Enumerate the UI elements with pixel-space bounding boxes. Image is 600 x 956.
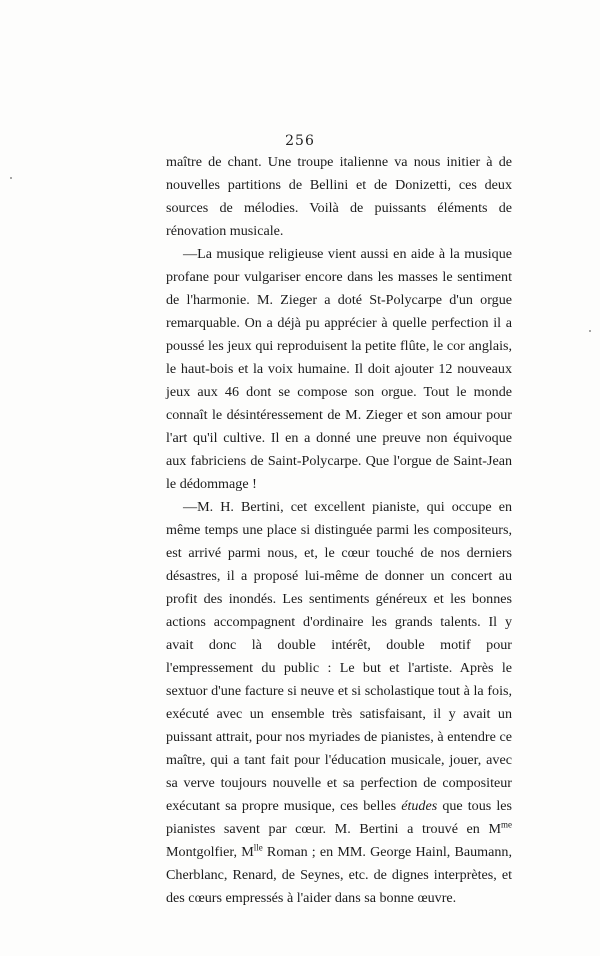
text-run: Roman ; en MM. George Hainl, Baumann, Cherblanc, Renard, de Seynes, etc. de dignes interprètes, et des cœurs empressés à l'aider dans sa bonne œuvre. <box>166 844 512 906</box>
paragraph <box>166 496 512 910</box>
scan-speck <box>10 177 12 179</box>
text-run: que tous les pianistes savent par cœur. M. Bertini a trouvé en M <box>166 798 513 837</box>
text-run: Montgolfier, M <box>166 844 254 860</box>
superscript: lle <box>253 842 263 853</box>
scan-speck <box>589 330 591 332</box>
superscript: me <box>501 819 512 830</box>
text-run: —M. H. Bertini, cet excellent pianiste, qui occupe en même temps une place si distinguée parmi les compositeurs, est arrivé parmi nous, et, le cœur touché de nos derniers désastres, il a proposé lui-même de donner un concert au profit des inondés. Les sentiments généreux et les bonnes actions accompagnent d'ordinaire les grands talents. Il y avait donc là double intérêt, double motif pour l'empressement du public : Le but et l'artiste. Après le sextuor d'une facture si neuve et si scholastique tout à la fois, exécuté avec un ensemble très satisfaisant, il y avait un puissant attrait, pour nos myriades de pianistes, à entendre ce maître, qui a tant fait pour l'éducation musicale, jouer, avec sa verve toujours nouvelle et sa perfection de compositeur exécutant sa propre musique, ces belles <box>166 499 512 814</box>
paragraph: —La musique religieuse vient aussi en aide à la musique profane pour vulgariser encore dans les masses le sentiment de l'harmonie. M. Zieger a doté St-Polycarpe d'un orgue remarquable. On a déjà pu apprécier à quelle perfection il a poussé les jeux qui reproduisent la petite flûte, le cor anglais, le haut-bois et la voix humaine. Il doit ajouter 12 nouveaux jeux aux 46 dont se compose son orgue. Tout le monde connaît le désintéressement de M. Zieger et son amour pour l'art qu'il cultive. Il en a donné une preuve non équivoque aux fabriciens de Saint-Polycarpe. Que l'orgue de Saint-Jean le dédommage ! <box>166 246 512 492</box>
paragraph: maître de chant. Une troupe italienne va nous initier à de nouvelles partitions de Bellini et de Donizetti, ces deux sources de mélodies. Voilà de puissants éléments de rénovation musicale. <box>166 154 512 239</box>
body-text <box>166 151 512 910</box>
italic-text: études <box>401 798 438 814</box>
page-number: 256 <box>285 133 315 149</box>
